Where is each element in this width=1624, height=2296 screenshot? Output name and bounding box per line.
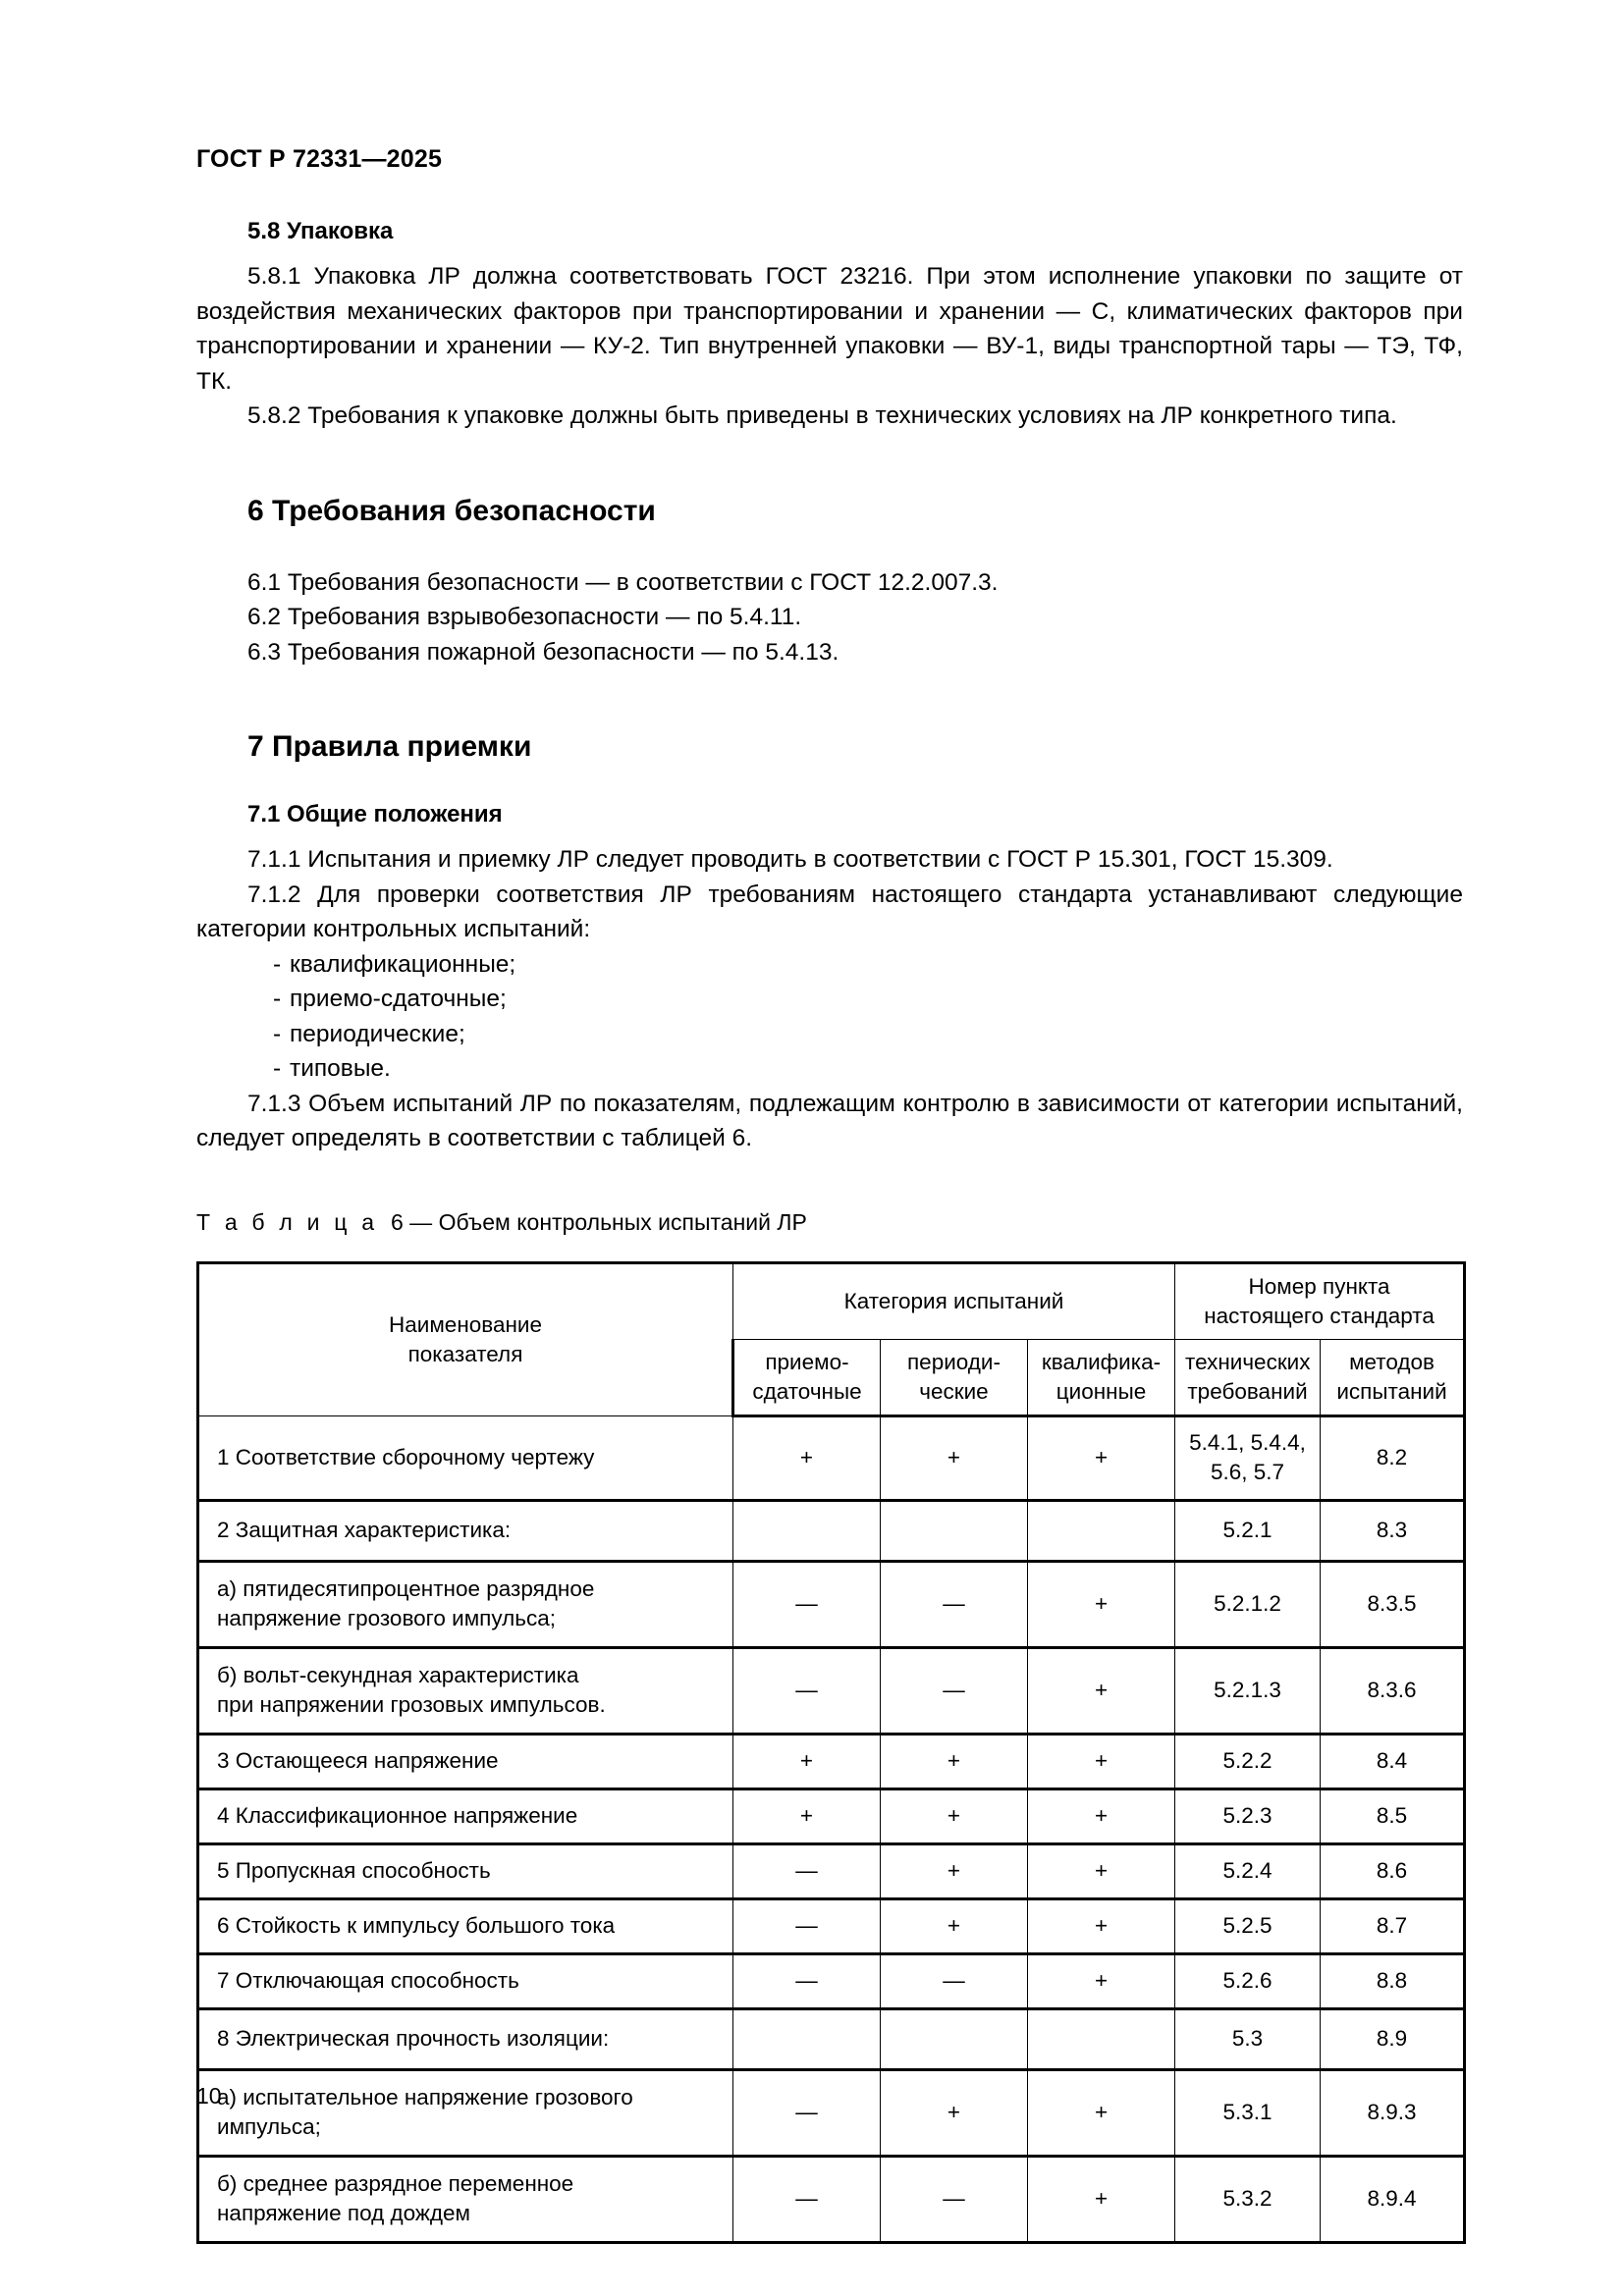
cell-line: 5.4.1, 5.4.4, [1189,1430,1306,1455]
dash-marker: - [273,950,282,978]
cell-line: 5.3.2 [1222,2186,1272,2211]
cell-line: напряжение грозового импульса; [217,1606,556,1630]
paragraph-7-1-2: 7.1.2 Для проверки соответствия ЛР требованиям настоящего стандарта устанавливают следующие категории контрольных испытаний: [196,881,1463,942]
cell-acceptance: + [733,1789,881,1843]
col-header-test-methods [1321,1339,1465,1415]
dash-marker: - [273,1020,282,1047]
col-header-periodic-line2: ческие [919,1378,989,1404]
cell-indicator-name [198,2069,733,2156]
col-header-clause-group [1175,1262,1465,1339]
col-header-category-group: Категория испытаний [733,1262,1175,1339]
cell-line: 6 Стойкость к импульсу большого тока [217,1913,616,1938]
table-body [198,1415,1465,2242]
cell-technical-requirements [1175,1898,1321,1953]
cell-acceptance: + [733,1734,881,1789]
table-row [198,1789,1465,1843]
cell-line: б) вольт-секундная характеристика [217,1663,579,1687]
list-item-label: типовые. [290,1055,391,1082]
cell-qualification: + [1028,1898,1175,1953]
cell-indicator-name [198,1789,733,1843]
table-row [198,1843,1465,1898]
heading-section-6: 6 Требования безопасности [247,494,656,527]
list-item-label: приемо-сдаточные; [290,986,507,1012]
col-header-technical-requirements [1175,1339,1321,1415]
cell-periodic: — [881,1561,1028,1647]
cell-test-methods: 8.6 [1321,1843,1465,1898]
col-header-acceptance-line1: приемо- [765,1349,849,1374]
cell-line: б) среднее разрядное переменное [217,2171,574,2196]
document-header: ГОСТ Р 72331—2025 [196,145,443,173]
cell-acceptance: + [733,1415,881,1500]
col-header-name-line2: показателя [407,1341,523,1366]
cell-periodic: + [881,1843,1028,1898]
page-number: 10 [196,2083,222,2109]
cell-line: при напряжении грозовых импульсов. [217,1692,606,1717]
cell-test-methods: 8.9.3 [1321,2069,1465,2156]
table-row [198,1647,1465,1734]
cell-line: 2 Защитная характеристика: [217,1518,512,1542]
col-header-periodic [881,1339,1028,1415]
cell-indicator-name [198,1734,733,1789]
cell-periodic: + [881,1415,1028,1500]
cell-periodic: + [881,1898,1028,1953]
cell-line: 4 Классификационное напряжение [217,1803,578,1828]
cell-periodic: — [881,1953,1028,2008]
cell-qualification: + [1028,1647,1175,1734]
cell-acceptance: — [733,1647,881,1734]
paragraph-6-2: 6.2 Требования взрывобезопасности — по 5.4.11. [247,604,802,630]
table-row [198,2156,1465,2242]
cell-indicator-name [198,2008,733,2069]
cell-technical-requirements [1175,1500,1321,1561]
cell-technical-requirements [1175,2069,1321,2156]
dash-marker: - [273,986,282,1012]
spacer [196,434,1463,495]
cell-acceptance [733,2008,881,2069]
cell-technical-requirements [1175,2156,1321,2242]
col-header-qualification-line2: ционные [1056,1378,1147,1404]
col-header-clause-group-line1: Номер пункта [1248,1273,1390,1299]
cell-acceptance: — [733,1953,881,2008]
col-header-acceptance [733,1339,881,1415]
cell-acceptance [733,1500,881,1561]
list-item [196,1017,1463,1052]
table-row [198,1898,1465,1953]
test-category-list [196,947,1463,1087]
cell-line: 5.2.6 [1222,1968,1272,1993]
document-body [196,218,1463,2244]
cell-line: 5.2.1.2 [1214,1591,1281,1616]
list-item [196,982,1463,1017]
cell-technical-requirements [1175,1789,1321,1843]
col-header-qualification [1028,1339,1175,1415]
cell-acceptance: — [733,1843,881,1898]
cell-qualification: + [1028,2069,1175,2156]
list-item-label: периодические; [290,1020,465,1047]
table-row [198,2008,1465,2069]
cell-qualification: + [1028,1415,1175,1500]
control-tests-table [196,1261,1466,2244]
cell-line: а) испытательное напряжение грозового [217,2085,633,2109]
paragraph-7-1-1: 7.1.1 Испытания и приемку ЛР следует проводить в соответствии с ГОСТ Р 15.301, ГОСТ 15.309. [247,846,1333,873]
col-header-name-line1: Наименование [389,1311,542,1337]
cell-line: 3 Остающееся напряжение [217,1748,499,1773]
col-header-technical-requirements-line2: требований [1187,1378,1308,1404]
cell-periodic: + [881,1734,1028,1789]
table-row [198,1561,1465,1647]
cell-line: импульса; [217,2114,321,2139]
cell-test-methods: 8.9 [1321,2008,1465,2069]
cell-acceptance: — [733,1561,881,1647]
table-row [198,1500,1465,1561]
col-header-test-methods-line1: методов [1349,1349,1435,1374]
paragraph-6-1: 6.1 Требования безопасности — в соответствии с ГОСТ 12.2.007.3. [247,568,999,596]
heading-7-1: 7.1 Общие положения [247,801,503,828]
cell-indicator-name [198,2156,733,2242]
cell-line: напряжение под дождем [217,2201,471,2225]
cell-line: 5.2.1.3 [1214,1678,1281,1702]
cell-qualification: + [1028,2156,1175,2242]
cell-line: 1 Соответствие сборочному чертежу [217,1444,595,1469]
cell-line: 5.3 [1231,2026,1264,2051]
cell-test-methods: 8.3 [1321,1500,1465,1561]
col-header-qualification-line1: квалифика- [1041,1349,1162,1374]
paragraph-5-8-1: 5.8.1 Упаковка ЛР должна соответствовать ГОСТ 23216. При этом исполнение упаковки по защите от воздействия механических факторов при транспортировании и хранении — С, климатических факторов при транспортировании и хранении — КУ-2. Тип внутренней упаковки — ВУ-1, виды транспортной тары — ТЭ, ТФ, ТК. [196,263,1463,395]
cell-periodic: + [881,2069,1028,2156]
cell-test-methods: 8.5 [1321,1789,1465,1843]
spacer [196,1156,1463,1209]
table-caption-label: Т а б л и ц а [196,1208,379,1235]
cell-technical-requirements [1175,1734,1321,1789]
cell-periodic: — [881,2156,1028,2242]
cell-technical-requirements [1175,1415,1321,1500]
cell-technical-requirements [1175,2008,1321,2069]
cell-qualification: + [1028,1953,1175,2008]
cell-qualification [1028,1500,1175,1561]
table-caption [196,1209,1463,1236]
cell-indicator-name [198,1561,733,1647]
paragraph-6-3: 6.3 Требования пожарной безопасности — по 5.4.13. [247,638,839,666]
cell-technical-requirements [1175,1953,1321,2008]
col-header-clause-group-line2: настоящего стандарта [1204,1303,1435,1328]
cell-test-methods: 8.7 [1321,1898,1465,1953]
table-row [198,2069,1465,2156]
col-header-periodic-line1: периоди- [907,1349,1001,1374]
cell-qualification: + [1028,1734,1175,1789]
cell-line: 5.2.3 [1222,1803,1272,1828]
cell-line: 5.3.1 [1222,2100,1272,2124]
cell-line: 5.2.2 [1222,1748,1272,1773]
cell-periodic [881,1500,1028,1561]
list-item [196,947,1463,983]
cell-qualification: + [1028,1561,1175,1647]
cell-technical-requirements [1175,1647,1321,1734]
cell-qualification: + [1028,1789,1175,1843]
paragraph-7-1-3: 7.1.3 Объем испытаний ЛР по показателям, подлежащим контролю в зависимости от категории испытаний, следует определять в соответствии с таблицей 6. [196,1090,1463,1151]
list-item [196,1051,1463,1087]
cell-indicator-name [198,1415,733,1500]
table-caption-number: 6 [390,1208,404,1235]
table-row [198,1734,1465,1789]
cell-line: а) пятидесятипроцентное разрядное [217,1576,595,1601]
cell-technical-requirements [1175,1561,1321,1647]
cell-acceptance: — [733,2156,881,2242]
table-row [198,1953,1465,2008]
cell-qualification: + [1028,1843,1175,1898]
col-header-test-methods-line2: испытаний [1336,1378,1447,1404]
cell-test-methods: 8.8 [1321,1953,1465,2008]
cell-qualification [1028,2008,1175,2069]
spacer [196,669,1463,730]
cell-indicator-name [198,1953,733,2008]
cell-test-methods: 8.3.5 [1321,1561,1465,1647]
list-item-label: квалификационные; [290,950,516,978]
cell-line: 5.2.4 [1222,1858,1272,1883]
col-header-name [198,1262,733,1415]
cell-periodic: + [881,1789,1028,1843]
cell-periodic [881,2008,1028,2069]
cell-line: 5 Пропускная способность [217,1858,491,1883]
cell-acceptance: — [733,1898,881,1953]
cell-line: 5.2.1 [1222,1518,1272,1542]
cell-indicator-name [198,1843,733,1898]
col-header-acceptance-line2: сдаточные [752,1378,862,1404]
table-caption-dash: — [409,1208,433,1235]
paragraph-5-8-2: 5.8.2 Требования к упаковке должны быть приведены в технических условиях на ЛР конкретного типа. [247,402,1397,429]
heading-5-8: 5.8 Упаковка [247,218,394,244]
table-row [198,1415,1465,1500]
cell-line: 7 Отключающая способность [217,1968,519,1993]
cell-acceptance: — [733,2069,881,2156]
heading-section-7: 7 Правила приемки [247,730,532,763]
cell-test-methods: 8.9.4 [1321,2156,1465,2242]
dash-marker: - [273,1055,282,1082]
spacer [196,528,1463,565]
col-header-technical-requirements-line1: технических [1185,1349,1311,1374]
table-header-row-group [198,1262,1465,1339]
spacer [196,764,1463,801]
cell-line: 5.6, 5.7 [1210,1460,1285,1484]
table-caption-text: Объем контрольных испытаний ЛР [438,1208,807,1235]
cell-indicator-name [198,1647,733,1734]
cell-test-methods: 8.4 [1321,1734,1465,1789]
cell-test-methods: 8.2 [1321,1415,1465,1500]
cell-periodic: — [881,1647,1028,1734]
cell-line: 8 Электрическая прочность изоляции: [217,2026,610,2051]
cell-technical-requirements [1175,1843,1321,1898]
cell-line: 5.2.5 [1222,1913,1272,1938]
cell-indicator-name [198,1500,733,1561]
cell-indicator-name [198,1898,733,1953]
cell-test-methods: 8.3.6 [1321,1647,1465,1734]
